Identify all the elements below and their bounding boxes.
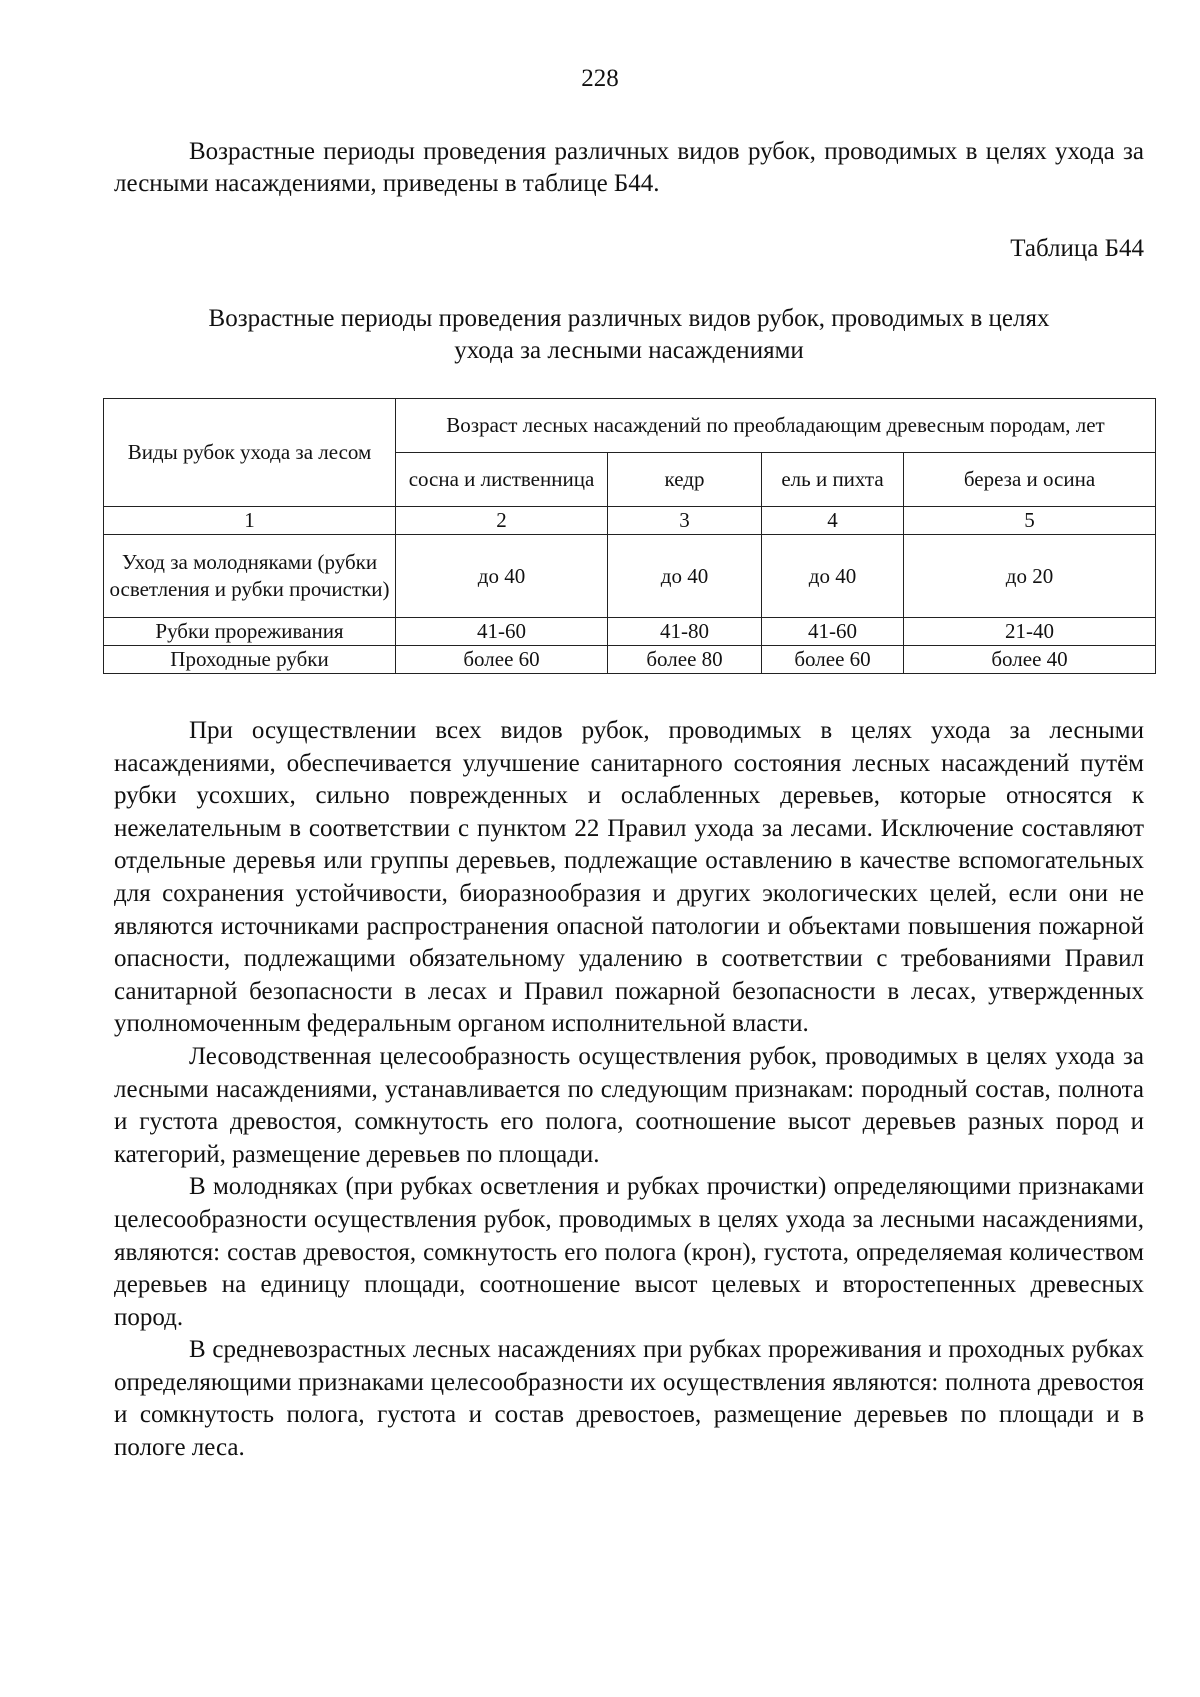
table-cell: до 40	[396, 535, 608, 618]
table-cell: до 40	[608, 535, 762, 618]
table-row	[104, 618, 1156, 646]
table-cell: более 80	[608, 646, 762, 674]
column-number-row	[104, 507, 1156, 535]
column-number: 5	[904, 507, 1156, 535]
header-age-group: Возраст лесных насаждений по преобладающим древесным породам, лет	[396, 399, 1156, 453]
table-cell: до 20	[904, 535, 1156, 618]
header-logging-types: Виды рубок ухода за лесом	[104, 399, 396, 507]
header-birch-aspen: береза и осина	[904, 453, 1156, 507]
table-cell: более 40	[904, 646, 1156, 674]
table-title	[114, 303, 1144, 367]
row-label: Уход за молодняками (рубки осветления и рубки прочистки)	[104, 535, 396, 618]
intro-paragraph: Возрастные периоды проведения различных видов рубок, проводимых в целях ухода за лесными насаждениями, приведены в таблице Б44.	[114, 138, 1144, 197]
table-title-line-1: Возрастные периоды проведения различных видов рубок, проводимых в целях	[208, 305, 1050, 332]
row-label: Рубки прореживания	[104, 618, 396, 646]
table-cell: более 60	[762, 646, 904, 674]
table-row	[104, 535, 1156, 618]
row-label: Проходные рубки	[104, 646, 396, 674]
column-number: 4	[762, 507, 904, 535]
header-pine-larch: сосна и лиственница	[396, 453, 608, 507]
table-cell: 21-40	[904, 618, 1156, 646]
table-title-line-2: ухода за лесными насаждениями	[454, 337, 804, 364]
paragraph: В молодняках (при рубках осветления и рубках прочистки) определяющими признаками целесообразности осуществления рубок, проводимых в целях ухода за лесными насаждениями, являются: состав древостоя, сомкнутость его полога (крон), густота, определяемая количеством деревьев на единицу площади, соотношение высот целевых и второстепенных древесных пород.	[114, 1173, 1144, 1331]
table-cell: 41-60	[396, 618, 608, 646]
body-text	[114, 715, 1144, 1465]
table-cell: до 40	[762, 535, 904, 618]
column-number: 3	[608, 507, 762, 535]
table-cell: 41-60	[762, 618, 904, 646]
paragraph: При осуществлении всех видов рубок, проводимых в целях ухода за лесными насаждениями, обеспечивается улучшение санитарного состояния лесных насаждений путём рубки усохших, сильно поврежденных и ослабленных деревьев, которые относятся к нежелательным в соответствии с пунктом 22 Правил ухода за лесами. Исключение составляют отдельные деревья или группы деревьев, подлежащие оставлению в качестве вспомогательных для сохранения устойчивости, биоразнообразия и других экологических целей, если они не являются источниками распространения опасной патологии и объектами повышения пожарной опасности, подлежащими обязательному удалению в соответствии с требованиями Правил санитарной безопасности в лесах и Правил пожарной безопасности в лесах, утвержденных уполномоченным федеральным органом исполнительной власти.	[114, 717, 1144, 1038]
header-cedar: кедр	[608, 453, 762, 507]
paragraph: В средневозрастных лесных насаждениях при рубках прореживания и проходных рубках определяющими признаками целесообразности их осуществления являются: полнота древостоя и сомкнутость полога, густота и состав древостоев, размещение деревьев по площади и в пологе леса.	[114, 1336, 1144, 1462]
page-number: 228	[581, 65, 619, 92]
table-cell: более 60	[396, 646, 608, 674]
age-periods-table	[103, 398, 1156, 674]
table-row	[104, 646, 1156, 674]
table-cell: 41-80	[608, 618, 762, 646]
table-label: Таблица Б44	[1010, 235, 1144, 262]
column-number: 2	[396, 507, 608, 535]
paragraph: Лесоводственная целесообразность осуществления рубок, проводимых в целях ухода за лесными насаждениями, устанавливается по следующим признакам: породный состав, полнота и густота древостоя, сомкнутость его полога, соотношение высот деревьев разных пород и категорий, размещение деревьев по площади.	[114, 1042, 1144, 1168]
header-spruce-fir: ель и пихта	[762, 453, 904, 507]
column-number: 1	[104, 507, 396, 535]
